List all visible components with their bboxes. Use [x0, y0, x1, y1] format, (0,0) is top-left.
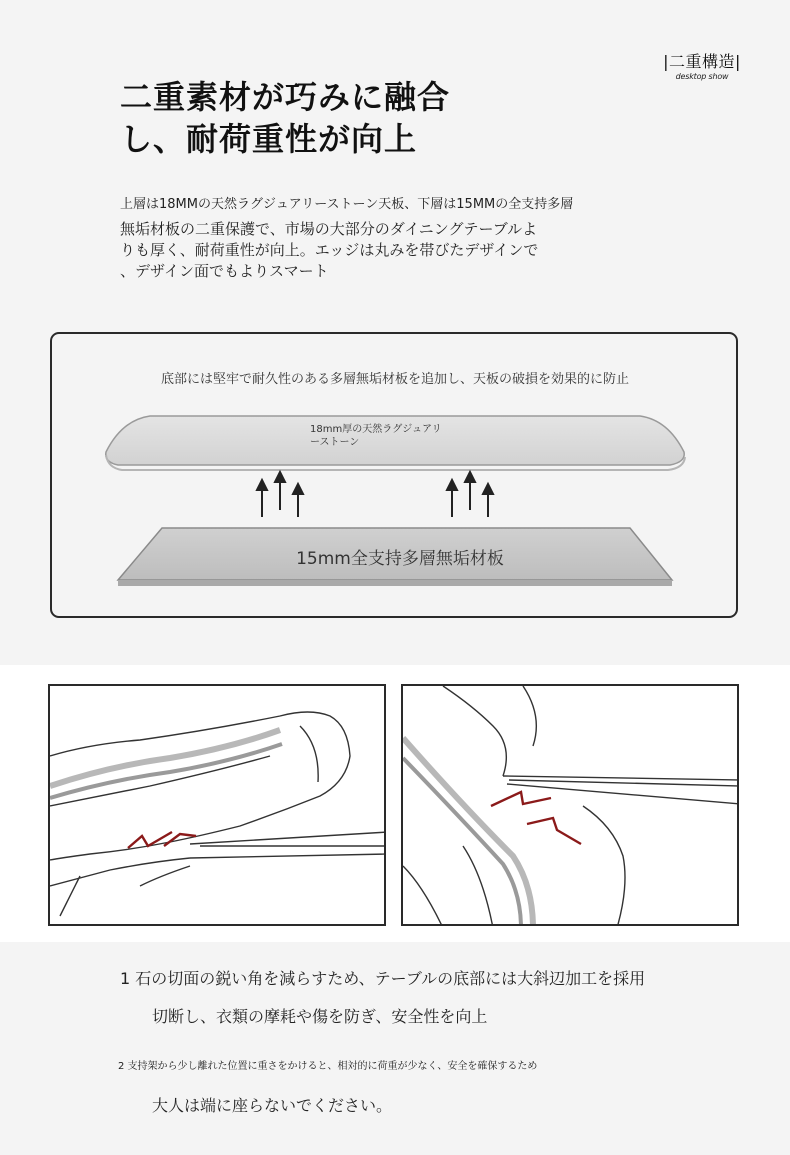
headline-line-2: し、耐荷重性が向上 — [120, 120, 418, 158]
safety-illustrations — [0, 665, 790, 942]
description-line-2: りも厚く、耐荷重性が向上。エッジは丸みを帯びたデザインで — [120, 241, 539, 259]
support-arrows-left — [257, 472, 303, 517]
knee-edge-illustration — [401, 684, 739, 926]
section-tag-title: |二重構造| — [663, 52, 741, 71]
safety-note-2-continued: 大人は端に座らないでください。 — [152, 1096, 393, 1115]
bottom-layer-label: 15mm全支持多層無垢材板 — [296, 549, 504, 569]
section-tag-subtitle: desktop show — [675, 72, 729, 81]
friction-arrow-icon-2 — [491, 792, 581, 844]
support-arrows-right — [447, 472, 493, 517]
leg-sketch — [50, 686, 386, 926]
top-layer-label-line-1: 18mm厚の天然ラグジュアリ — [310, 424, 442, 435]
diagram-caption: 底部には堅牢で耐久性のある多層無垢材板を追加し、天板の破損を効果的に防止 — [160, 372, 629, 387]
description-line-3: 、デザイン面でもよりスマート — [120, 262, 329, 280]
knee-sketch — [403, 686, 739, 926]
headline-line-1: 二重素材が巧みに融合 — [120, 78, 451, 116]
safety-note-2: 2 支持架から少し離れた位置に重さをかけると、相対的に荷重が少なく、安全を確保するため — [118, 1061, 538, 1072]
safety-note-1: 1 石の切面の鋭い角を減らすため、テーブルの底部には大斜辺加工を採用 — [120, 969, 646, 988]
safety-note-1-continued: 切断し、衣類の摩耗や傷を防ぎ、安全性を向上 — [152, 1007, 488, 1026]
top-layer-label — [310, 423, 480, 449]
subheading: 上層は18MMの天然ラグジュアリーストーン天板、下層は15MMの全支持多層 — [120, 197, 574, 212]
top-layer-label-line-2: ーストーン — [310, 437, 360, 448]
description-line-1: 無垢材板の二重保護で、市場の大部分のダイニングテーブルよ — [120, 220, 538, 238]
leg-edge-illustration — [48, 684, 386, 926]
friction-arrow-icon — [128, 832, 196, 848]
